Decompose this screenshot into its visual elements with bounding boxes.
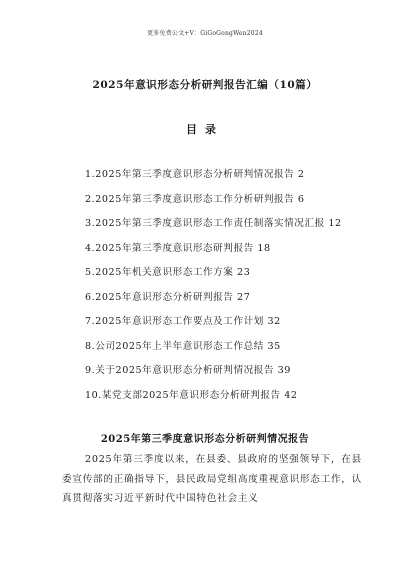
header-note: 更多免费公文+V：GiGoGongWen2024 [147, 30, 263, 37]
toc-item[interactable]: 4.2025年第三季度意识形态研判报告 18 [85, 242, 271, 254]
toc-item[interactable]: 9.关于2025年意识形态分析研判情况报告 39 [85, 365, 291, 376]
toc-item[interactable] [62, 217, 362, 230]
toc-item[interactable]: 1.2025年第三季度意识形态分析研判情况报告 2 [85, 169, 305, 180]
toc-item[interactable]: 6.2025年意识形态分析研判报告 27 [85, 291, 251, 303]
toc-heading: 目录 [186, 123, 224, 136]
toc-item[interactable]: 10.某党支部2025年意识形态分析研判报告 42 [85, 389, 298, 401]
toc-item[interactable]: 2.2025年第三季度意识形态工作分析研判报告 6 [85, 193, 305, 205]
body-paragraph: 2025年第三季度以来，在县委、县政府的坚强领导下，在县委宣传部的正确指导下，县民政局党组高度重视意识形态工作，认真贯彻落实习近平新时代中国特色社会主义 [62, 454, 362, 504]
document-title: 2025年意识形态分析研判报告汇编（10篇） [92, 79, 318, 91]
toc-item[interactable]: 7.2025年意识形态工作要点及工作计划 32 [85, 316, 281, 327]
toc-item[interactable]: 8.公司2025年上半年意识形态工作总结 35 [85, 340, 281, 352]
table-of-contents [62, 168, 362, 413]
toc-item-text: 3.2025年第三季度意识形态工作责任制落实情况汇报 12 [85, 218, 342, 229]
section-title: 2025年第三季度意识形态分析研判情况报告 [100, 434, 310, 445]
toc-item[interactable]: 5.2025年机关意识形态工作方案 23 [85, 267, 251, 278]
